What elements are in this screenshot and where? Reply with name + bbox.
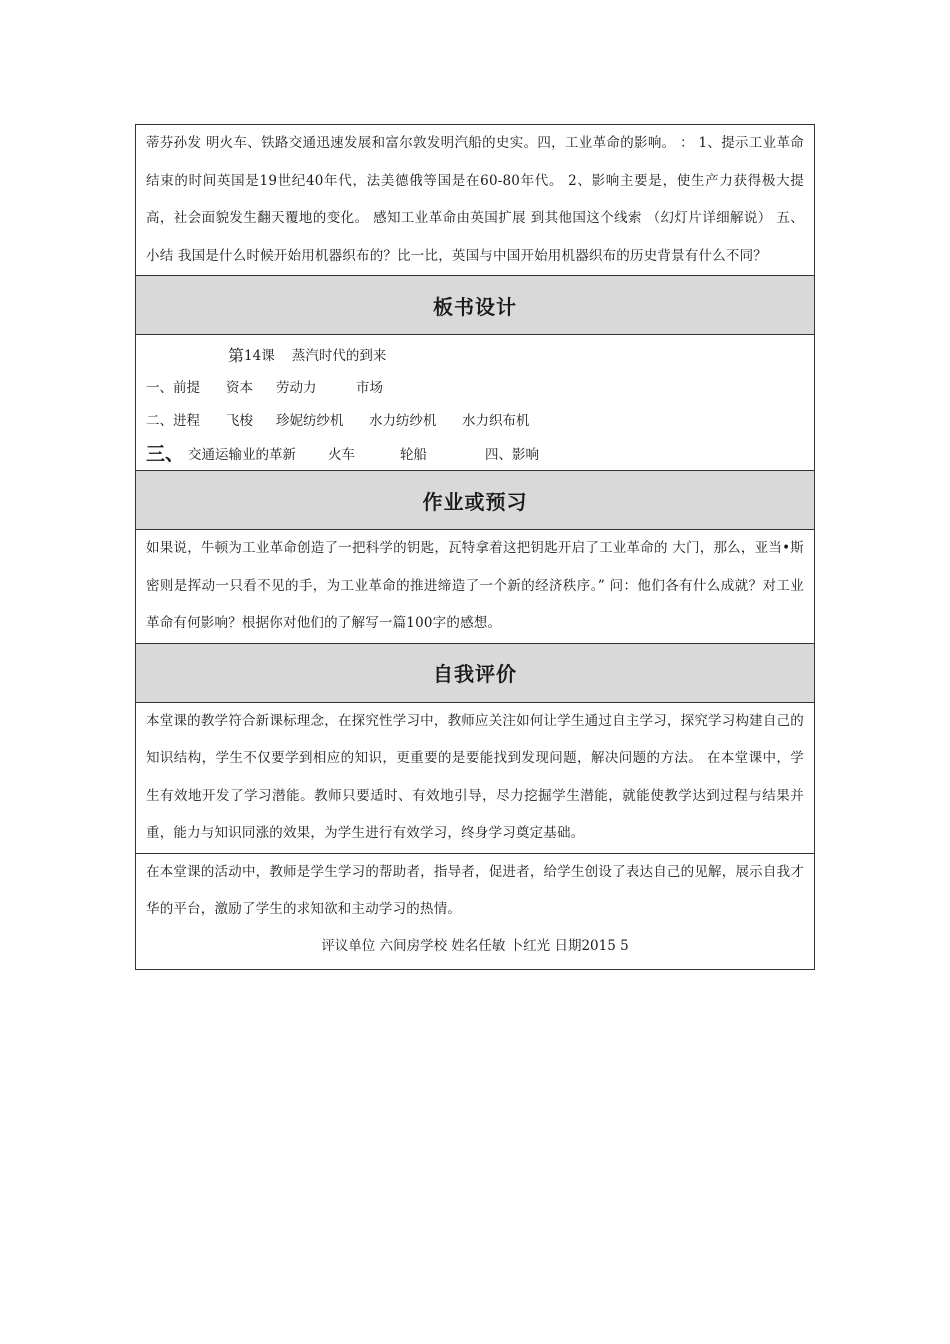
self-eval-text-2: 在本堂课的活动中，教师是学生学习的帮助者，指导者，促进者，给学生创设了表达自己的见解，展示自我才华的平台，激励了学生的求知欲和主动学习的热情。 (146, 863, 804, 917)
signature-line: 评议单位 六间房学校 姓名任敏 卜红光 日期2015 5 (321, 937, 629, 954)
board-line-2 (146, 402, 804, 435)
board-line-3 (146, 435, 804, 470)
homework-header: 作业或预习 (136, 471, 814, 530)
board-line-2-item: 二、进程 (146, 412, 200, 429)
board-line-2-item: 飞梭 (226, 412, 253, 429)
board-design-header: 板书设计 (136, 276, 814, 335)
board-line-3-item: 四、影响 (485, 446, 540, 463)
board-design-content (136, 335, 814, 471)
lesson-plan-table (135, 124, 815, 970)
board-line-2-item: 水力纺纱机 (369, 412, 437, 429)
board-lesson-line (146, 335, 804, 369)
lesson-prefix: 第 (228, 345, 245, 365)
board-line-1-item: 劳动力 (276, 379, 317, 396)
board-line-3-item: 轮船 (400, 446, 428, 463)
homework-text: 如果说，牛顿为工业革命创造了一把科学的钥匙，瓦特拿着这把钥匙开启了工业革命的 大门，那么，亚当•斯密则是挥动一只看不见的手，为工业革命的推进缔造了一个新的经济秩序。” 问：他们各有什么成就？对工业革命有何影响？根据你对他们的了解写一篇100字的感想。 (136, 530, 814, 644)
self-eval-text-1: 本堂课的教学符合新课标理念，在探究性学习中，教师应关注如何让学生通过自主学习，探究学习构建自己的知识结构，学生不仅要学到相应的知识，更重要的是要能找到发现问题，解决问题的方法。 在本堂课中，学生有效地开发了学习潜能。教师只要适时、有效地引导，尽力挖掘学生潜能，就能使教学达到过程与结果并重，能力与知识同涨的效果，为学生进行有效学习，终身学习奠定基础。 (136, 703, 814, 854)
board-line-1-item: 资本 (226, 379, 253, 396)
board-line-1-item: 市场 (356, 379, 383, 396)
board-line-2-item: 珍妮纺纱机 (276, 412, 344, 429)
board-line-3-item: 交通运输业的革新 (188, 446, 297, 463)
process-text: 蒂芬孙发 明火车、铁路交通迅速发展和富尔敦发明汽船的史实。四，工业革命的影响。 ： 1、提示工业革命结束的时间英国是19世纪40年代，法美德俄等国是在60-80年代。 2、影响主要是，使生产力获得极大提高，社会面貌发生翻天覆地的变化。 感知工业革命由英国扩展 到其他国这个线索 （幻灯片详细解说） 五、小结 我国是什么时候开始用机器织布的？比一比，英国与中国开始用机器织布的历史背景有什么不同？ (136, 125, 814, 276)
board-line-2-item: 水力织布机 (462, 412, 530, 429)
board-line-1 (146, 369, 804, 402)
board-line-3-item: 火车 (328, 446, 356, 463)
self-eval-header: 自我评价 (136, 644, 814, 703)
lesson-title: 14课 蒸汽时代的到来 (244, 348, 387, 364)
self-eval-block-2 (136, 854, 814, 969)
board-line-1-item: 一、前提 (146, 379, 200, 396)
board-line-3-mark: 三、 (146, 443, 185, 465)
